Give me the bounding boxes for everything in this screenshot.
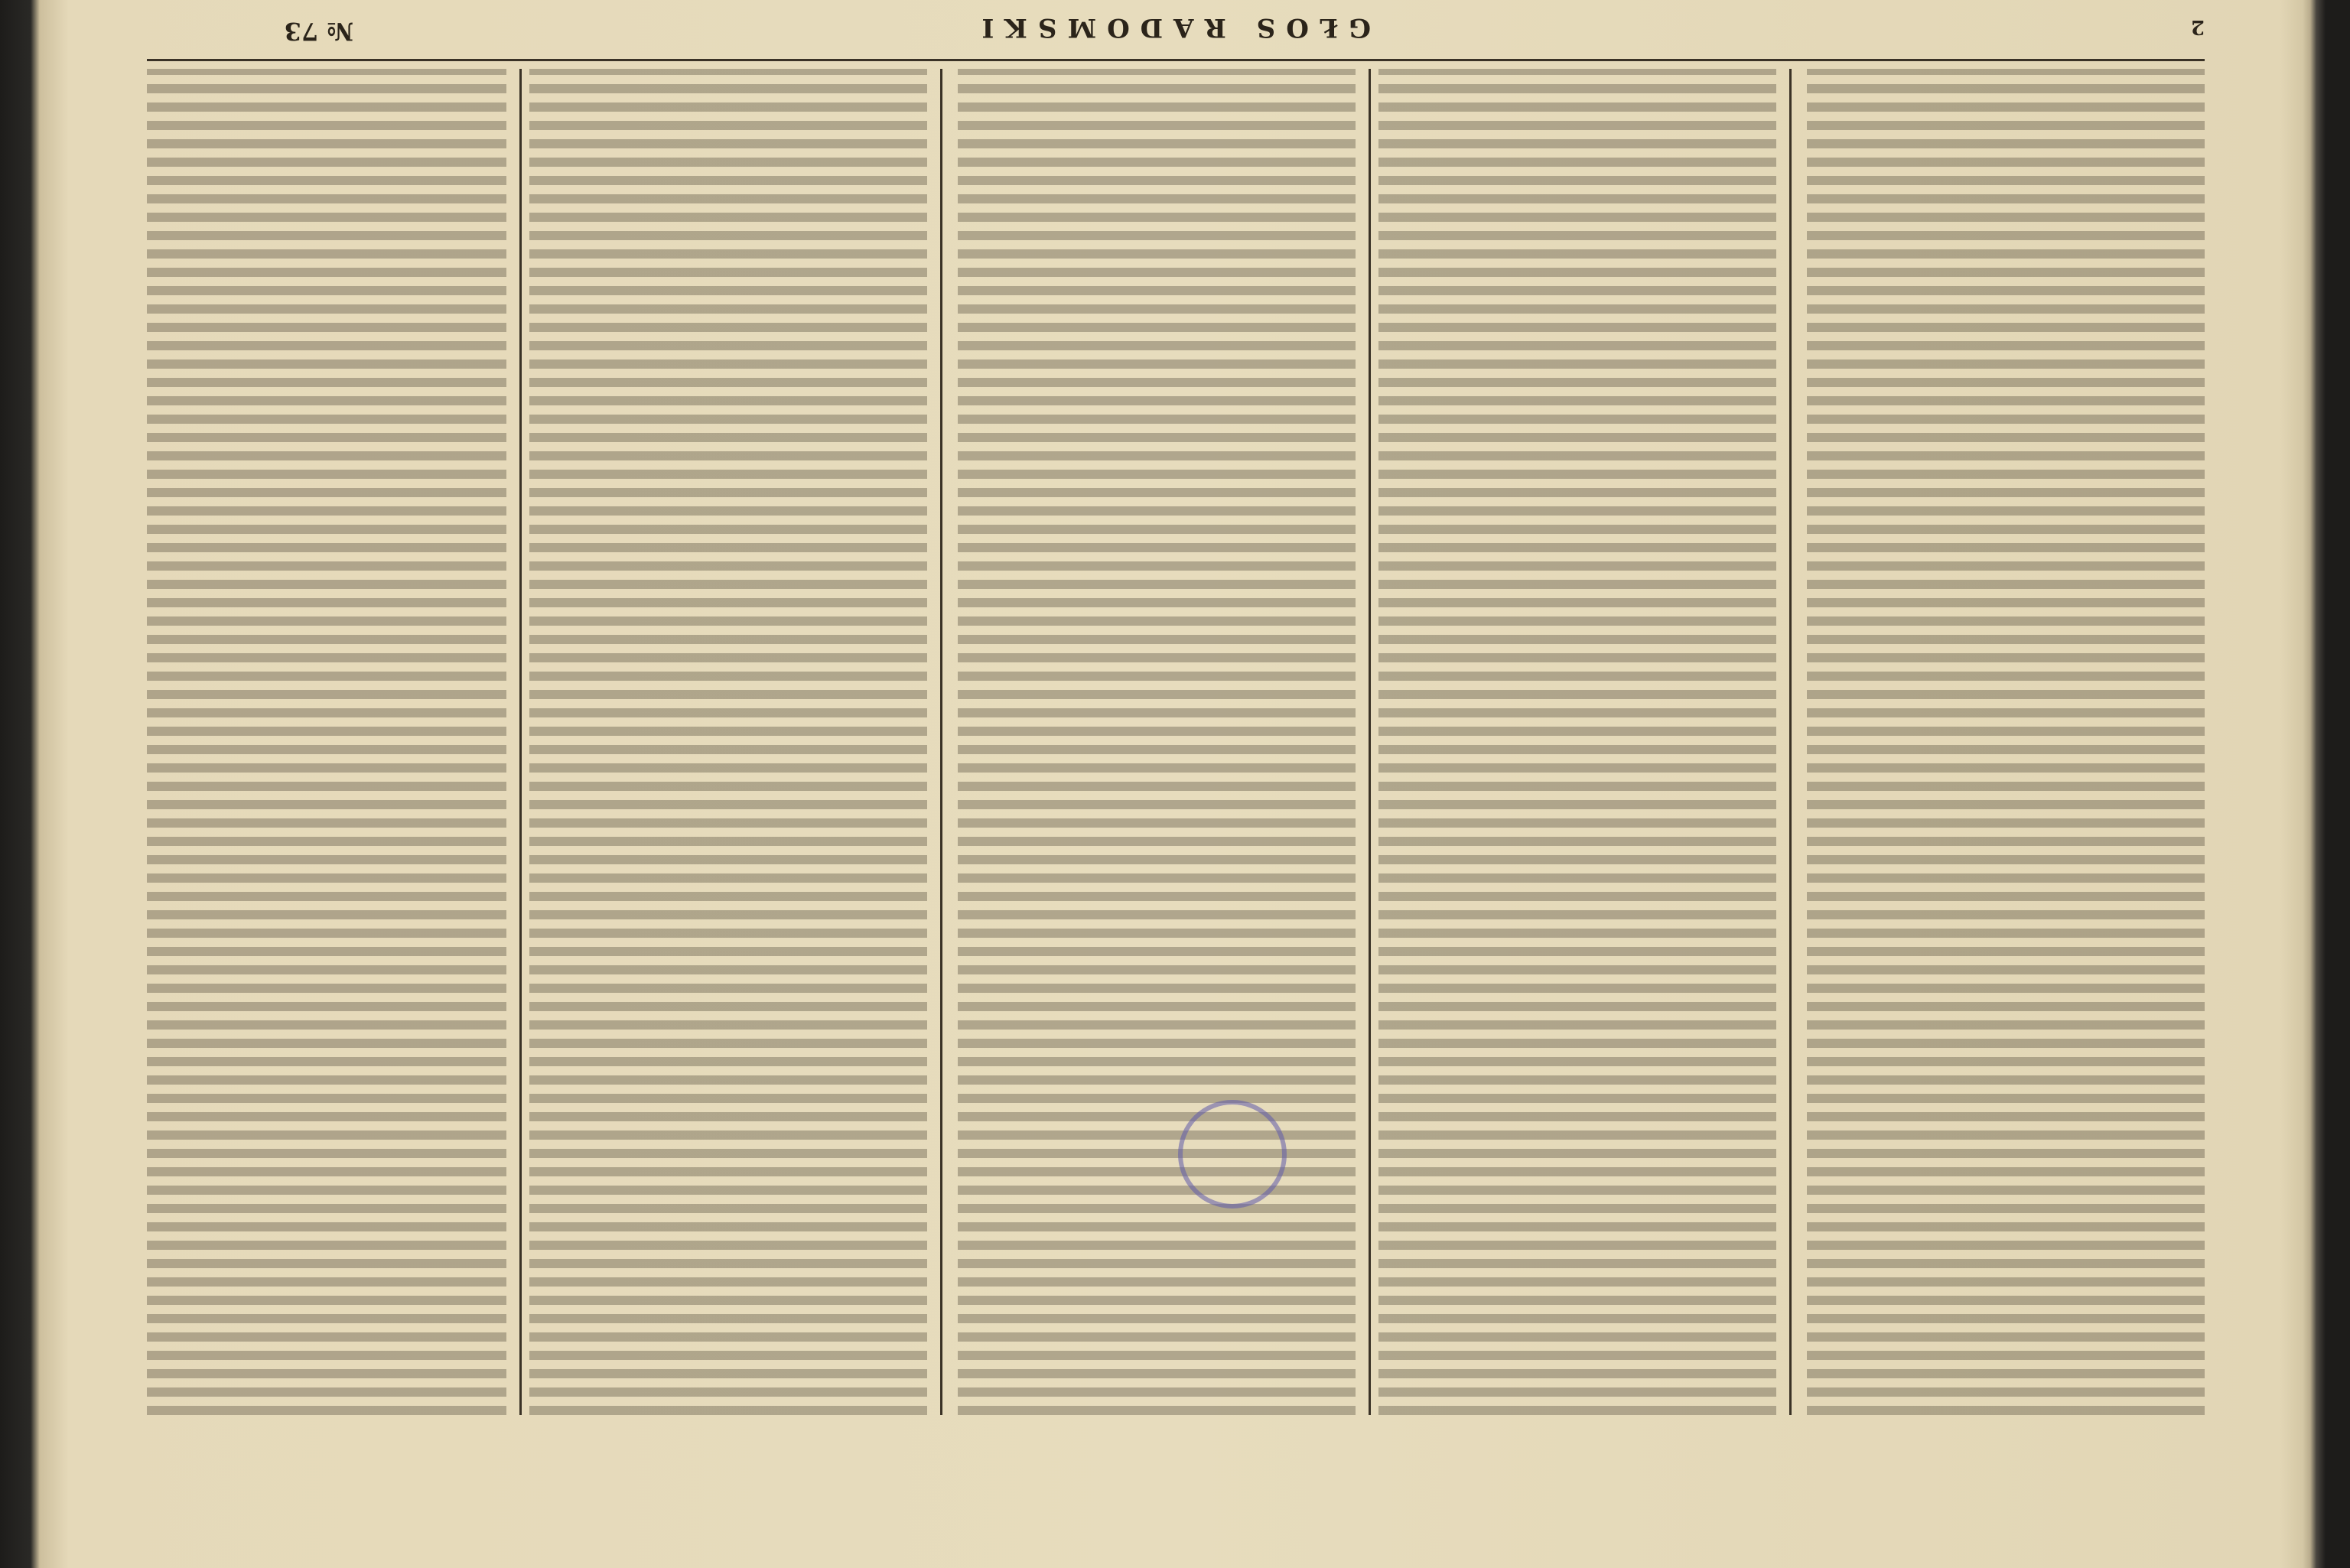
header-rule (147, 59, 2205, 61)
text-column (1378, 69, 1776, 1415)
text-column (958, 69, 1356, 1415)
text-column (147, 69, 506, 1415)
text-column (529, 69, 927, 1415)
issue-number: № 73 (284, 17, 353, 46)
page-number: 2 (2190, 15, 2205, 38)
text-columns (147, 69, 2205, 1415)
library-stamp (1178, 1100, 1287, 1209)
text-column (1807, 69, 2205, 1415)
masthead: GŁOS RADOMSKI (971, 12, 1371, 43)
